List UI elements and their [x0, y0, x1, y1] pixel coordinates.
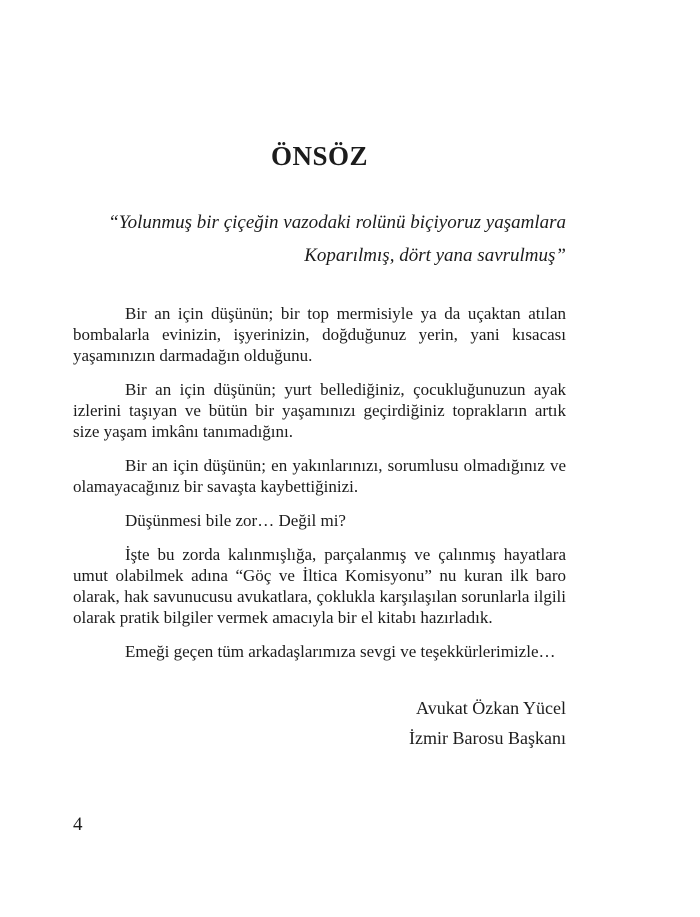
signature-title: İzmir Barosu Başkanı — [409, 728, 566, 748]
text-block — [73, 0, 566, 753]
epigraph-line-1: “Yolunmuş bir çiçeğin vazodaki rolünü biçiyoruz yaşamlara — [108, 212, 566, 233]
signature-block — [73, 693, 566, 753]
epigraph-line-2: Koparılmış, dört yana savrulmuş” — [304, 245, 566, 266]
paragraph-4: Düşünmesi bile zor… Değil mi? — [125, 511, 346, 530]
paragraph-6: Emeği geçen tüm arkadaşlarımıza sevgi ve teşekkürlerimizle… — [125, 642, 556, 661]
signature-name: Avukat Özkan Yücel — [416, 698, 566, 718]
epigraph — [73, 206, 566, 272]
body-text — [73, 303, 566, 662]
page-number: 4 — [73, 814, 83, 835]
paragraph-1: Bir an için düşünün; bir top mermisiyle ya da uçaktan atılan bombalarla evinizin, işyerinizin, doğduğunuz yerin, yani kısacası yaşamınızın darmadağın olduğunu. — [73, 304, 566, 365]
paragraph-2: Bir an için düşünün; yurt bellediğiniz, çocukluğunuzun ayak izlerini taşıyan ve bütün bir yaşamınızı geçirdiğiniz toprakların artık size yaşam imkânı tanımadığını. — [73, 380, 566, 441]
paragraph-5: İşte bu zorda kalınmışlığa, parçalanmış ve çalınmış hayatlara umut olabilmek adına “Göç ve İltica Komisyonu” nu kuran ilk baro olarak, hak savunucusu avukatlara, çoklukla karşılaşılan sorunlarla ilgili olarak pratik bilgiler vermek amacıyla bir el kitabı hazırladık. — [73, 545, 566, 627]
paragraph-3: Bir an için düşünün; en yakınlarınızı, sorumlusu olmadığınız ve olamayacağınız bir savaşta kaybettiğinizi. — [73, 456, 566, 496]
page-title: ÖNSÖZ — [270, 141, 369, 171]
